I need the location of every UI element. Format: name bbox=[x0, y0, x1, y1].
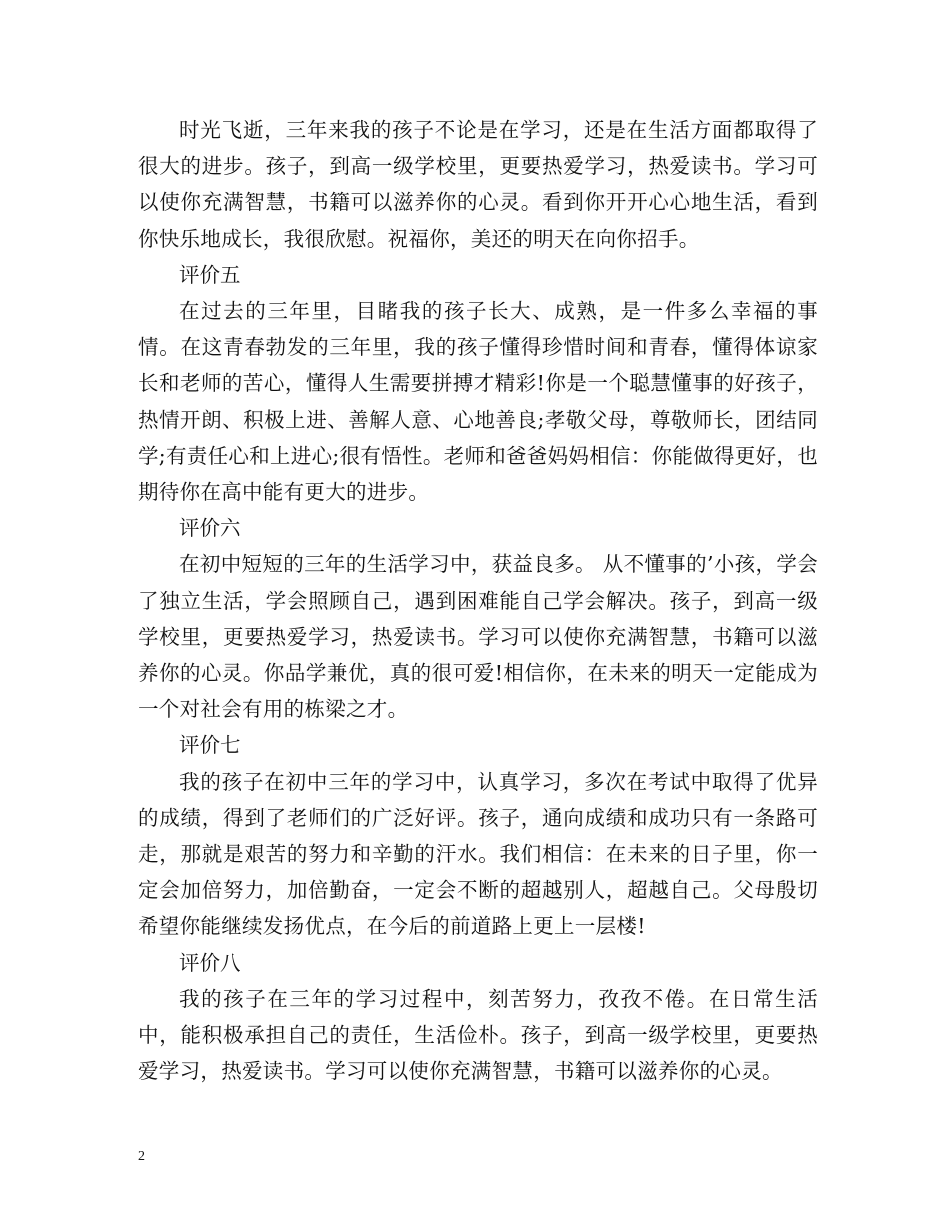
heading-evaluation-seven: 评价七 bbox=[179, 733, 241, 758]
heading-evaluation-five: 评价五 bbox=[179, 262, 241, 287]
paragraph-evaluation-five: 在过去的三年里，目睹我的孩子长大、成熟，是一件多么幸福的事情。在这青春勃发的三年里，我的孩子懂得珍惜时间和青春，懂得体谅家长和老师的苦心，懂得人生需要拼搏才精彩!你是一个聪慧懂事的好孩子，热情开朗、积极上进、善解人意、心地善良;孝敬父母，尊敬师长，团结同学;有责任心和上进心;很有悟性。老师和爸爸妈妈相信：你能做得更好，也期待你在高中能有更大的进步。 bbox=[138, 299, 819, 505]
paragraph-evaluation-seven: 我的孩子在初中三年的学习中，认真学习，多次在考试中取得了优异的成绩，得到了老师们的广泛好评。孩子，通向成绩和成功只有一条路可走，那就是艰苦的努力和辛勤的汗水。我们相信：在未来的日子里，你一定会加倍努力，加倍勤奋，一定会不断的超越别人，超越自己。父母殷切希望你能继续发扬优点，在今后的前道路上更上一层楼! bbox=[138, 769, 818, 939]
paragraph-evaluation-eight: 我的孩子在三年的学习过程中，刻苦努力，孜孜不倦。在日常生活中，能积极承担自己的责任，生活俭朴。孩子，到高一级学校里，更要热爱学习，热爱读书。学习可以使你充满智慧，书籍可以滋养你的心灵。 bbox=[138, 986, 818, 1084]
paragraph-evaluation-six: 在初中短短的三年的生活学习中，获益良多。 从不懂事的’小孩，学会了独立生活，学会照顾自己，遇到困难能自己学会解决。孩子，到高一级学校里，更要热爱学习，热爱读书。学习可以使你充满智慧，书籍可以滋养你的心灵。你品学兼优，真的很可爱!相信你，在未来的明天一定能成为一个对社会有用的栋梁之才。 bbox=[138, 552, 818, 722]
paragraph-intro: 时光飞逝，三年来我的孩子不论是在学习，还是在生活方面都取得了很大的进步。孩子，到高一级学校里，更要热爱学习，热爱读书。学习可以使你充满智慧，书籍可以滋养你的心灵。看到你开开心心地生活，看到你快乐地成长，我很欣慰。祝福你，美还的明天在向你招手。 bbox=[138, 118, 818, 251]
heading-evaluation-eight: 评价八 bbox=[179, 950, 241, 975]
page-number: 2 bbox=[138, 1149, 145, 1164]
heading-evaluation-six: 评价六 bbox=[179, 516, 241, 541]
document-body bbox=[138, 112, 818, 1089]
